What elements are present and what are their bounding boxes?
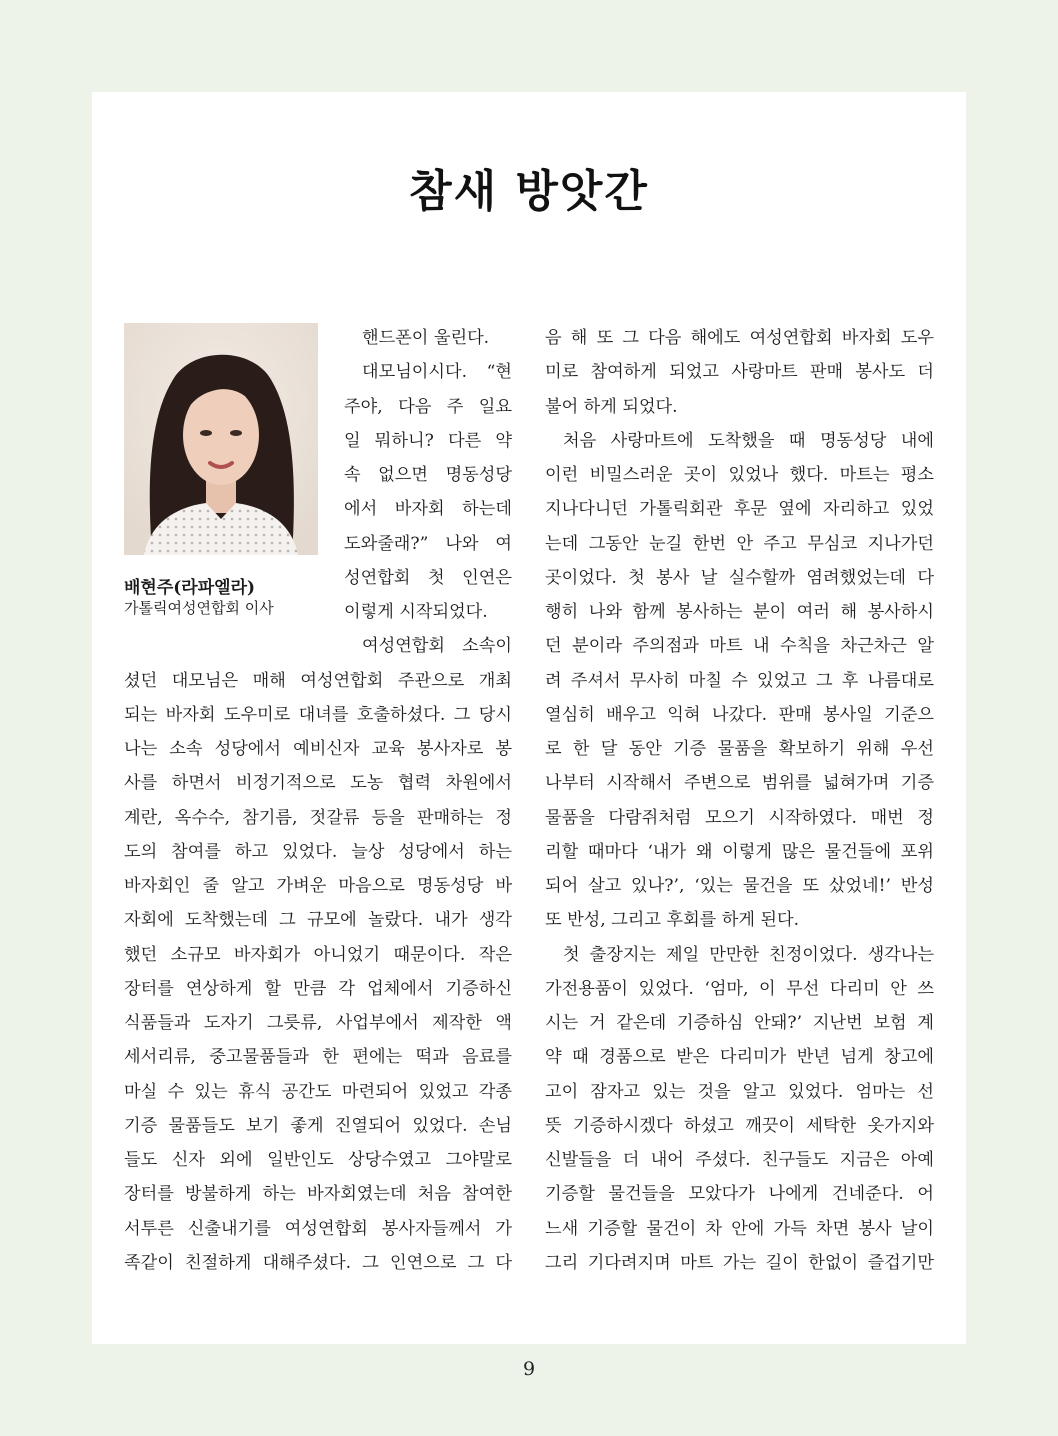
author-portrait-image xyxy=(124,323,318,555)
article-title: 참새 방앗간 xyxy=(409,166,649,217)
author-role: 가톨릭여성연합회 이사 xyxy=(124,599,274,617)
text-line: 신발들을 더 내어 주셨다. 친구들도 지금은 아예 xyxy=(545,1150,934,1170)
text-line: 사를 하면서 비정기적으로 도농 협력 차원에서 xyxy=(124,773,512,794)
text-line: 로 한 달 동안 기증 물품을 확보하기 위해 우선 xyxy=(545,739,934,759)
text-line: 처음 사랑마트에 도착했을 때 명동성당 내에 xyxy=(563,430,934,451)
text-line: 자회에 도착했는데 그 규모에 놀랐다. 내가 생각 xyxy=(124,910,512,931)
text-line: 핸드폰이 울린다. xyxy=(362,328,490,348)
text-line: 곳이었다. 첫 봉사 날 실수할까 염려했었는데 다 xyxy=(545,567,934,588)
text-line: 속 없으면 명동성당 xyxy=(344,465,512,485)
text-line: 성연합회 첫 인연은 xyxy=(344,567,512,588)
text-line: 지나다니던 가톨릭회관 후문 옆에 자리하고 있었 xyxy=(545,499,934,520)
text-line: 약 때 경품으로 받은 다리미가 반년 넘게 창고에 xyxy=(545,1047,934,1068)
text-line: 던 분이라 주의점과 마트 내 수칙을 차근차근 알 xyxy=(545,636,934,657)
text-line: 첫 출장지는 제일 만만한 친정이었다. 생각나는 xyxy=(563,944,934,965)
text-line: 나는 소속 성당에서 예비신자 교육 봉사자로 봉 xyxy=(124,739,512,759)
text-line: 도와줄래?” 나와 여 xyxy=(344,533,512,554)
text-line: 장터를 방불하게 하는 바자회였는데 처음 참여한 xyxy=(124,1184,512,1205)
text-line: 그리 기다려지며 마트 가는 길이 한없이 즐겁기만 xyxy=(545,1252,934,1273)
text-line: 에서 바자회 하는데 xyxy=(344,499,512,520)
text-line: 식품들과 도자기 그릇류, 사업부에서 제작한 액 xyxy=(124,1013,512,1033)
author-name: 배현주(라파엘라) xyxy=(124,578,256,598)
text-line: 이런 비밀스러운 곳이 있었나 했다. 마트는 평소 xyxy=(545,465,934,485)
text-line: 계란, 옥수수, 참기름, 젓갈류 등을 판매하는 정 xyxy=(124,807,512,828)
text-line: 되어 살고 있나?’, ‘있는 물건을 또 샀었네!’ 반성 xyxy=(545,876,934,896)
text-line: 세서리류, 중고물품들과 한 편에는 떡과 음료를 xyxy=(124,1047,512,1068)
text-line: 마실 수 있는 휴식 공간도 마련되어 있었고 각종 xyxy=(124,1081,512,1102)
text-line: 기증할 물건들을 모았다가 나에게 건네준다. 어 xyxy=(545,1184,934,1205)
text-line: 셨던 대모님은 매해 여성연합회 주관으로 개최 xyxy=(124,670,512,691)
text-line: 되는 바자회 도우미로 대녀를 호출하셨다. 그 당시 xyxy=(124,704,512,725)
author-photo xyxy=(124,323,318,555)
text-line: 뜻 기증하시겠다 하셨고 깨끗이 세탁한 옷가지와 xyxy=(545,1115,934,1136)
text-line: 열심히 배우고 익혀 나갔다. 판매 봉사일 기준으 xyxy=(545,704,934,725)
text-line: 리할 때마다 ‘내가 왜 이렇게 많은 물건들에 포위 xyxy=(545,841,934,862)
text-line: 바자회인 줄 알고 가벼운 마음으로 명동성당 바 xyxy=(124,876,512,896)
text-line: 려 주셔서 무사히 마칠 수 있었고 그 후 나름대로 xyxy=(545,670,934,691)
text-line: 음 해 또 그 다음 해에도 여성연합회 바자회 도우 xyxy=(545,328,934,348)
text-line: 족같이 친절하게 대해주셨다. 그 인연으로 그 다 xyxy=(124,1252,512,1273)
text-line: 여성연합회 소속이 xyxy=(362,636,512,657)
text-line: 시는 거 같은데 기증하심 안돼?’ 지난번 보험 계 xyxy=(545,1013,934,1033)
text-line: 주야, 다음 주 일요 xyxy=(344,396,512,417)
page-number: 9 xyxy=(522,1358,536,1380)
text-line: 기증 물품들도 보기 좋게 진열되어 있었다. 손님 xyxy=(124,1115,512,1136)
text-line: 했던 소규모 바자회가 아니었기 때문이다. 작은 xyxy=(124,944,512,965)
text-line: 불어 하게 되었다. xyxy=(545,396,678,417)
text-line: 들도 신자 외에 일반인도 상당수였고 그야말로 xyxy=(124,1150,512,1170)
text-line: 서투른 신출내기를 여성연합회 봉사자들께서 가 xyxy=(124,1218,512,1239)
text-line: 대모님이시다. “현 xyxy=(362,362,512,383)
text-line: 고이 잠자고 있는 것을 알고 있었다. 엄마는 선 xyxy=(545,1081,934,1102)
text-line: 이렇게 시작되었다. xyxy=(344,602,488,622)
text-line: 일 뭐하니? 다른 약 xyxy=(344,430,512,451)
text-line: 행히 나와 함께 봉사하는 분이 여러 해 봉사하시 xyxy=(545,602,934,622)
text-line: 는데 그동안 눈길 한번 안 주고 무심코 지나가던 xyxy=(545,533,934,554)
text-line: 물품을 다람쥐처럼 모으기 시작하였다. 매번 정 xyxy=(545,807,934,828)
text-line: 나부터 시작해서 주변으로 범위를 넓혀가며 기증 xyxy=(545,773,934,794)
text-line: 또 반성, 그리고 후회를 하게 된다. xyxy=(545,910,800,931)
text-line: 장터를 연상하게 할 만큼 각 업체에서 기증하신 xyxy=(124,978,512,999)
text-line: 느새 기증할 물건이 차 안에 가득 차면 봉사 날이 xyxy=(545,1218,934,1239)
text-line: 도의 참여를 하고 있었다. 늘상 성당에서 하는 xyxy=(124,841,512,862)
text-line: 가전용품이 있었다. ‘엄마, 이 무선 다리미 안 쓰 xyxy=(545,978,934,999)
text-line: 미로 참여하게 되었고 사랑마트 판매 봉사도 더 xyxy=(545,362,934,383)
